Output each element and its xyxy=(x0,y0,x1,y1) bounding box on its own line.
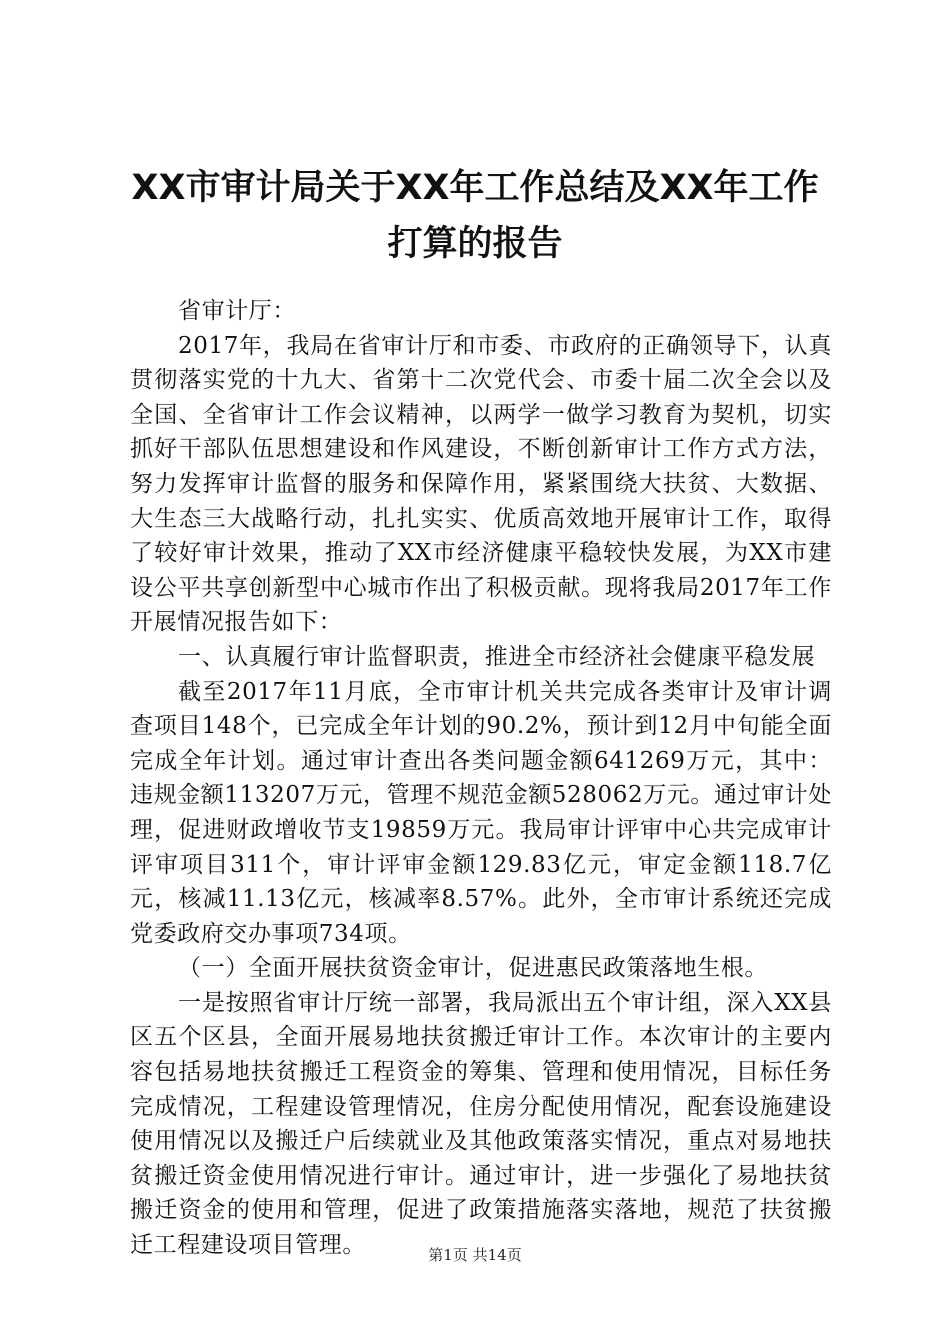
paragraph-summary: 截至2017年11月底，全市审计机关共完成各类审计及审计调查项目148个，已完成全年计划的90.2%，预计到12月中旬能全面完成全年计划。通过审计查出各类问题金额641269万元，其中：违规金额113207万元，管理不规范金额528062万元。通过审计处理，促进财政增收节支19859万元。我局审计评审中心共完成审计评审项目311个，审计评审金额129.83亿元，审定金额118.7亿元，核减11.13亿元，核减率8.57%。此外，全市审计系统还完成党委政府交办事项734项。 xyxy=(130,678,832,947)
subsection-heading-1: （一）全面开展扶贫资金审计，促进惠民政策落地生根。 xyxy=(178,955,768,982)
document-title: XX市审计局关于XX年工作总结及XX年工作打算的报告 xyxy=(131,168,819,264)
salutation: 省审计厅： xyxy=(178,298,296,324)
paragraph-intro: 2017年，我局在省审计厅和市委、市政府的正确领导下，认真贯彻落实党的十九大、省第十二次党代会、市委十届二次全会以及全国、全省审计工作会议精神，以两学一做学习教育为契机，切实抓好干部队伍思想建设和作风建设，不断创新审计工作方式方法，努力发挥审计监督的服务和保障作用，紧紧围绕大扶贫、大数据、大生态三大战略行动，扎扎实实、优质高效地开展审计工作，取得了较好审计效果，推动了XX市经济健康平稳较快发展，为XX市建设公平共享创新型中心城市作出了积极贡献。现将我局2017年工作开展情况报告如下： xyxy=(130,332,832,636)
section-heading-1: 一、认真履行审计监督职责，推进全市经济社会健康平稳发展 xyxy=(178,643,816,670)
paragraph-poverty-audit: 一是按照省审计厅统一部署，我局派出五个审计组，深入XX县区五个区县，全面开展易地扶贫搬迁审计工作。本次审计的主要内容包括易地扶贫搬迁工程资金的筹集、管理和使用情况，目标任务完成情况，工程建设管理情况，住房分配使用情况，配套设施建设使用情况以及搬迁户后续就业及其他政策落实情况，重点对易地扶贫搬迁资金使用情况进行审计。通过审计，进一步强化了易地扶贫搬迁资金的使用和管理，促进了政策措施落实落地，规范了扶贫搬迁工程建设项目管理。 xyxy=(130,989,832,1259)
page-number-footer: 第1页 共14页 xyxy=(428,1246,522,1264)
document-body xyxy=(130,294,832,1263)
